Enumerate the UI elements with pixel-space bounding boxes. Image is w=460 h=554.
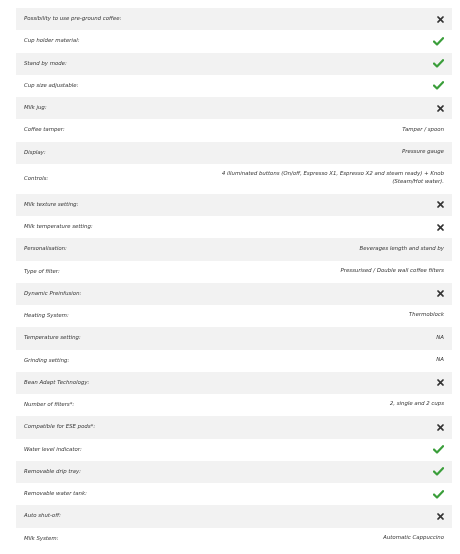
- cross-icon: [437, 513, 444, 520]
- cross-icon: [437, 201, 444, 208]
- spec-label: Grinding setting:: [24, 357, 70, 364]
- spec-label: Temperature setting:: [24, 335, 81, 342]
- spec-label: Coffee tamper:: [24, 127, 65, 134]
- spec-label: Milk System:: [24, 535, 59, 542]
- spec-label: Milk temperature setting:: [24, 224, 93, 231]
- checkmark-icon: [433, 467, 444, 476]
- checkmark-icon: [433, 59, 444, 68]
- spec-row: [16, 394, 452, 416]
- cross-icon: [437, 201, 444, 208]
- spec-row: [16, 216, 452, 238]
- spec-value: NA: [436, 334, 444, 341]
- spec-label: Removable water tank:: [24, 491, 87, 498]
- spec-value: NA: [436, 356, 444, 363]
- checkmark-icon: [433, 59, 444, 68]
- spec-row: [16, 327, 452, 349]
- spec-row: [16, 8, 452, 30]
- spec-label: Cup holder material:: [24, 38, 80, 45]
- cross-icon: [437, 290, 444, 297]
- spec-label: Water level indicator:: [24, 446, 82, 453]
- spec-label: Bean Adapt Technology:: [24, 379, 90, 386]
- spec-row: [16, 164, 452, 194]
- spec-row: [16, 305, 452, 327]
- spec-value: Automatic Cappuccino: [383, 534, 444, 541]
- spec-row: [16, 461, 452, 483]
- spec-value: Pressure gauge: [402, 148, 444, 155]
- spec-label: Dynamic Preinfusion:: [24, 290, 82, 297]
- spec-value: 4 illuminated buttons (On/off, Espresso X1, Espresso X2 and steam ready) + Knob (Steam/Hot water).: [221, 171, 444, 185]
- spec-label: Auto shut-off:: [24, 513, 61, 520]
- spec-row: [16, 75, 452, 97]
- checkmark-icon: [433, 445, 444, 454]
- cross-icon: [437, 379, 444, 386]
- cross-icon: [437, 105, 444, 112]
- cross-icon: [437, 16, 444, 23]
- spec-row: [16, 350, 452, 372]
- spec-row: [16, 194, 452, 216]
- checkmark-icon: [433, 37, 444, 46]
- spec-label: Removable drip tray:: [24, 468, 81, 475]
- spec-row: [16, 53, 452, 75]
- spec-label: Possibility to use pre-ground coffee:: [24, 16, 122, 23]
- spec-value: Pressurised / Double wall coffee filters: [340, 267, 444, 274]
- spec-label: Personalisation:: [24, 246, 67, 253]
- spec-row: [16, 439, 452, 461]
- checkmark-icon: [433, 490, 444, 499]
- spec-row: [16, 483, 452, 505]
- spec-value: 2, single and 2 cups: [389, 401, 444, 408]
- spec-label: Controls:: [24, 175, 49, 182]
- spec-value: Thermoblock: [408, 312, 444, 319]
- spec-label: Type of filter:: [24, 268, 60, 275]
- checkmark-icon: [433, 490, 444, 499]
- spec-value: Tamper / spoon: [402, 126, 444, 133]
- spec-row: [16, 261, 452, 283]
- cross-icon: [437, 424, 444, 431]
- checkmark-icon: [433, 81, 444, 90]
- spec-row: [16, 528, 452, 550]
- cross-icon: [437, 224, 444, 231]
- checkmark-icon: [433, 81, 444, 90]
- checkmark-icon: [433, 445, 444, 454]
- cross-icon: [437, 379, 444, 386]
- spec-row: [16, 416, 452, 438]
- cross-icon: [437, 105, 444, 112]
- spec-label: Stand by mode:: [24, 60, 67, 67]
- spec-value: Beverages length and stand by: [359, 245, 444, 252]
- spec-row: [16, 30, 452, 52]
- cross-icon: [437, 424, 444, 431]
- spec-row: [16, 238, 452, 260]
- cross-icon: [437, 290, 444, 297]
- spec-label: Heating System:: [24, 313, 69, 320]
- spec-label: Number of filters*:: [24, 402, 75, 409]
- spec-row: [16, 119, 452, 141]
- spec-row: [16, 505, 452, 527]
- spec-row: [16, 97, 452, 119]
- spec-label: Compatible for ESE pods*:: [24, 424, 96, 431]
- checkmark-icon: [433, 467, 444, 476]
- spec-label: Milk jug:: [24, 105, 47, 112]
- cross-icon: [437, 513, 444, 520]
- spec-label: Display:: [24, 149, 46, 156]
- spec-label: Cup size adjustable:: [24, 82, 79, 89]
- spec-row: [16, 283, 452, 305]
- spec-table: [16, 8, 452, 550]
- cross-icon: [437, 224, 444, 231]
- spec-row: [16, 372, 452, 394]
- checkmark-icon: [433, 37, 444, 46]
- cross-icon: [437, 16, 444, 23]
- spec-label: Milk texture setting:: [24, 201, 79, 208]
- spec-row: [16, 142, 452, 164]
